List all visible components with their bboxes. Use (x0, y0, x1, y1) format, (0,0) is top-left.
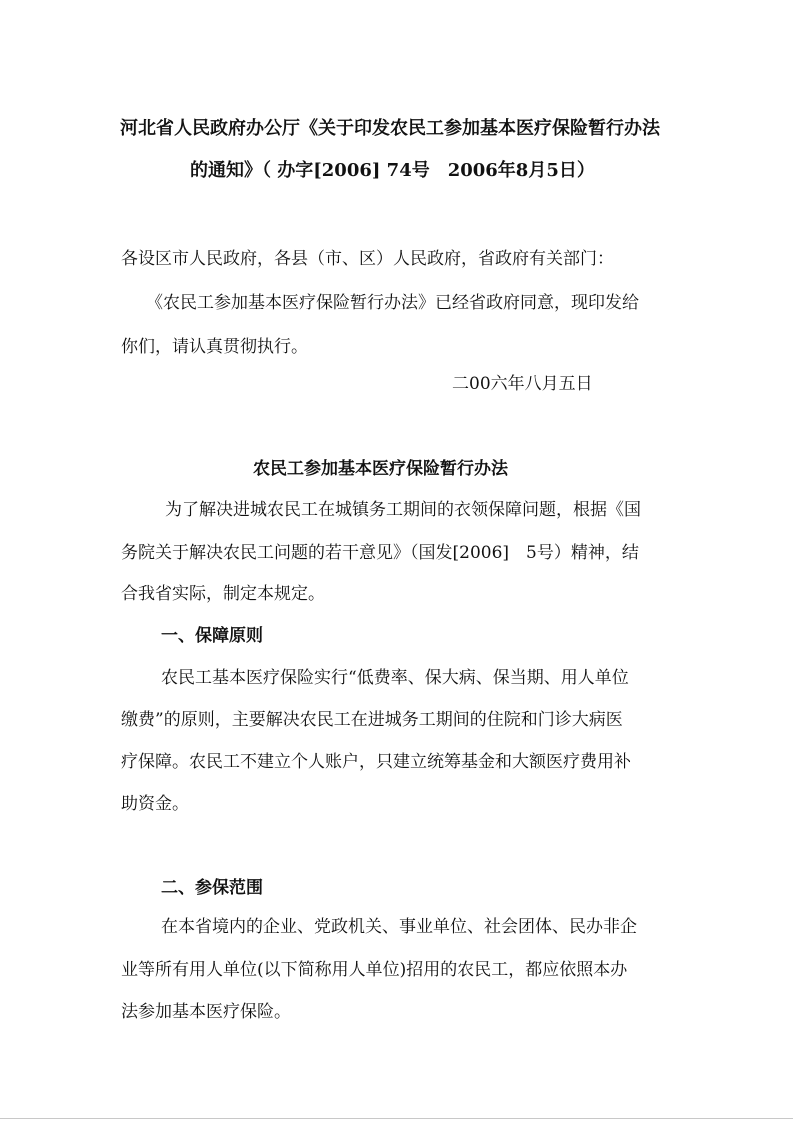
principles-paragraph-line-3: 疗保障。农民工不建立个人账户，只建立统筹基金和大额医疗费用补 (121, 752, 631, 772)
scope-paragraph-line-1: 在本省境内的企业、党政机关、事业单位、社会团体、民办非企 (161, 917, 637, 937)
document-title-line-1: 河北省人民政府办公厅《关于印发农民工参加基本医疗保险暂行办法 (120, 118, 660, 139)
intro-paragraph-line-1: 为了解决进城农民工在城镇务工期间的衣领保障问题，根据《国 (165, 500, 641, 520)
notice-text-line-1: 《农民工参加基本医疗保险暂行办法》已经省政府同意，现印发给 (146, 293, 639, 313)
intro-paragraph-line-2: 务院关于解决农民工问题的若干意见》（国发[2006] 5号）精神，结 (121, 543, 639, 563)
principles-paragraph-line-2: 缴费”的原则，主要解决农民工在进城务工期间的住院和门诊大病医 (121, 710, 623, 730)
notice-text-line-2: 你们，请认真贯彻执行。 (121, 337, 308, 357)
principles-paragraph-line-4: 助资金。 (121, 794, 189, 814)
measures-title: 农民工参加基本医疗保险暂行办法 (253, 459, 508, 479)
addressee-line: 各设区市人民政府，各县（市、区）人民政府，省政府有关部门： (121, 249, 614, 269)
document-title-line-2: 的通知》（ 办字[2006] 74号 2006年8月5日） (190, 160, 595, 181)
principles-paragraph-line-1: 农民工基本医疗保险实行“低费率、保大病、保当期、用人单位 (161, 668, 629, 688)
issue-date: 二00六年八月五日 (452, 374, 593, 394)
scope-paragraph-line-3: 法参加基本医疗保险。 (121, 1002, 291, 1022)
scope-paragraph-line-2: 业等所有用人单位(以下简称用人单位)招用的农民工，都应依照本办 (121, 960, 628, 980)
section-heading-principles: 一、保障原则 (161, 626, 263, 646)
section-heading-scope: 二、参保范围 (161, 878, 263, 898)
intro-paragraph-line-3: 合我省实际，制定本规定。 (121, 584, 325, 604)
page-bottom-divider (0, 1118, 793, 1119)
